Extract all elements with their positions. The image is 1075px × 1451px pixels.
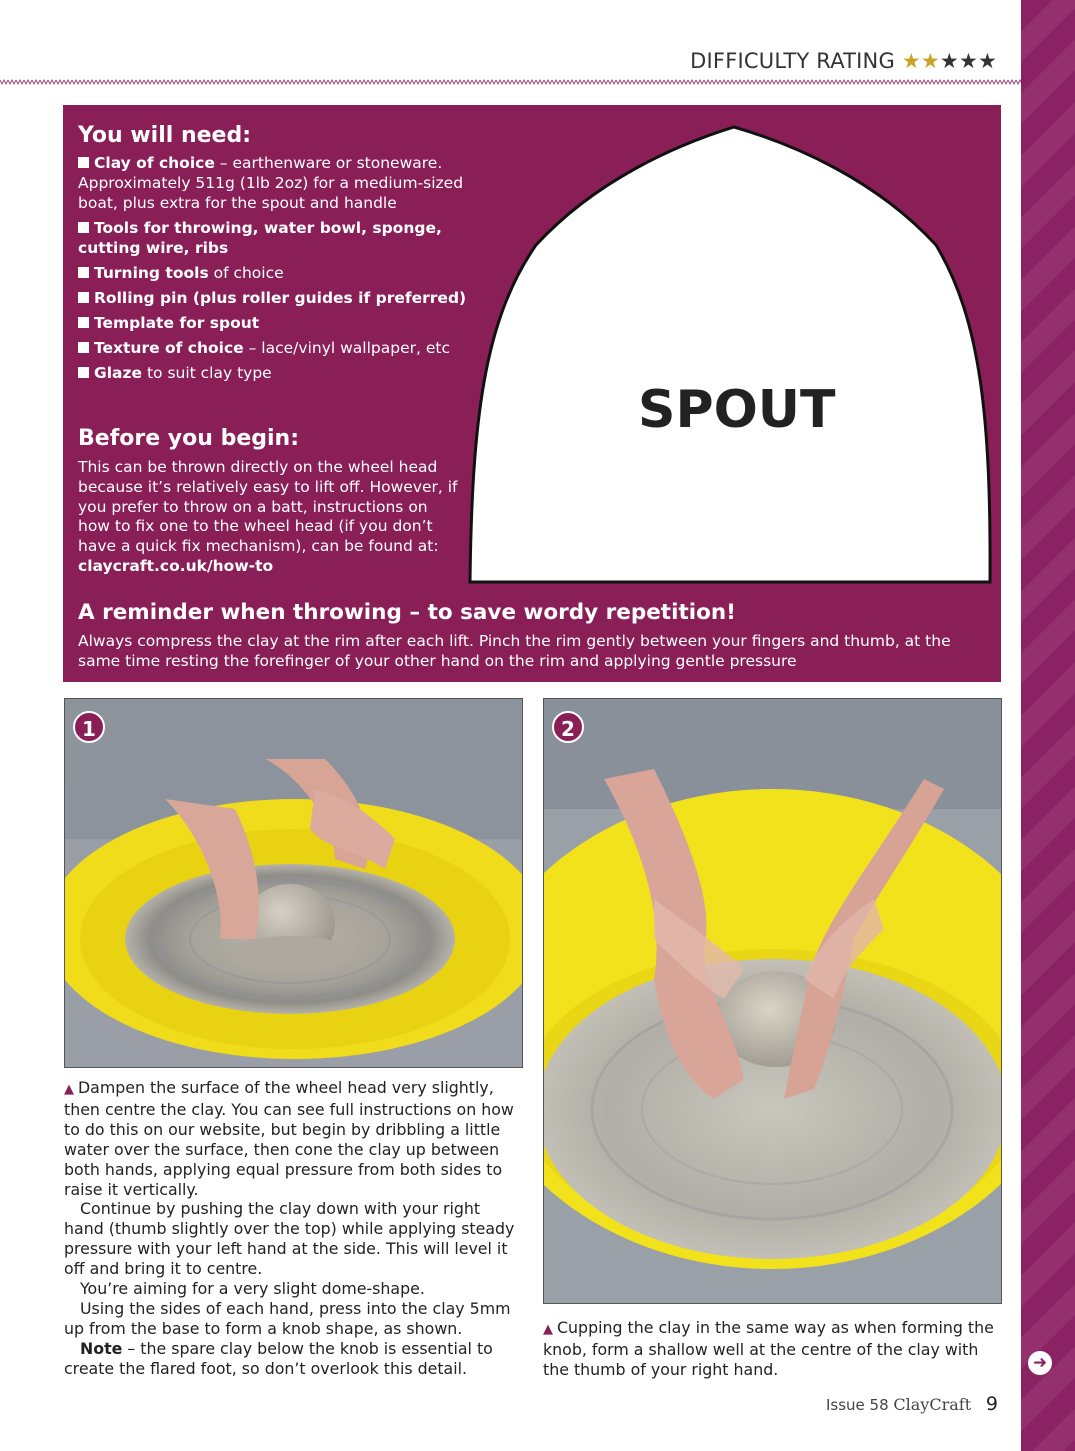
- step-2-paragraph: Cupping the clay in the same way as when forming the knob, form a shallow well at the centre of the clay with the thumb of your right hand.: [543, 1318, 994, 1379]
- note-label: Note: [80, 1338, 123, 1358]
- magazine-name: ClayCraft: [893, 1395, 972, 1414]
- materials-item-detail: – lace/vinyl wallpaper, etc: [243, 339, 450, 357]
- step-2-photo: [543, 698, 1002, 1304]
- note-text: – the spare clay below the knob is essential to create the flared foot, so don’t overlook this detail.: [64, 1338, 493, 1378]
- before-you-begin-body: This can be thrown directly on the wheel head because it’s relatively easy to lift off. However, if you prefer to throw on a batt, instructions on how to fix one to the wheel head (if you don’t have a quick fix mechanism), can be found at:: [78, 458, 458, 556]
- star-filled-icon: ★: [901, 49, 921, 73]
- bullet-square-icon: [78, 222, 89, 233]
- star-empty-icon: ★: [939, 49, 959, 73]
- materials-list-item: [78, 153, 473, 213]
- materials-list-item: [78, 218, 473, 258]
- difficulty-label: DIFFICULTY RATING: [690, 49, 895, 73]
- bullet-square-icon: [78, 342, 89, 353]
- difficulty-rating: [690, 49, 997, 73]
- star-filled-icon: ★: [920, 49, 940, 73]
- caption-arrow-icon: ▲: [543, 1322, 553, 1337]
- how-to-link[interactable]: claycraft.co.uk/how-to: [78, 556, 274, 575]
- materials-list: [78, 153, 473, 388]
- materials-item-name: Texture of choice: [94, 339, 244, 357]
- step-1-paragraph: Continue by pushing the clay down with your right hand (thumb slightly over the top) while applying steady pressure with your left hand at the side. This will level it off and bring it to centre.: [64, 1199, 515, 1279]
- materials-item-name: Clay of choice: [94, 154, 215, 172]
- bullet-square-icon: [78, 317, 89, 328]
- step-2-caption: [543, 1318, 1003, 1380]
- step-1-paragraph: Dampen the surface of the wheel head very slightly, then centre the clay. You can see full instructions on how to do this on our website, but begin by dribbling a little water over the surface, then cone the clay up between both hands, applying equal pressure from both sides to raise it vertically.: [64, 1078, 514, 1199]
- materials-item-detail: – earthenware or stoneware. Approximately 511g (1lb 2oz) for a medium-sized boat, plus extra for the spout and handle: [78, 154, 464, 212]
- materials-item-detail: to suit clay type: [142, 364, 272, 382]
- step-1-paragraph: Using the sides of each hand, press into the clay 5mm up from the base to form a knob shape, as shown.: [64, 1298, 511, 1338]
- bullet-square-icon: [78, 292, 89, 303]
- materials-list-item: [78, 313, 473, 333]
- info-panel: [63, 105, 1001, 682]
- caption-arrow-icon: ▲: [64, 1082, 74, 1097]
- step-1-caption: [64, 1078, 524, 1379]
- issue-number: Issue 58: [825, 1396, 889, 1414]
- materials-list-item: [78, 288, 473, 308]
- next-page-arrow-icon[interactable]: ➜: [1028, 1351, 1052, 1375]
- materials-item-name: Tools for throwing, water bowl, sponge, cutting wire, ribs: [78, 219, 442, 257]
- page-number: 9: [985, 1393, 998, 1415]
- step-2-badge: 2: [552, 711, 584, 743]
- materials-item-name: Rolling pin (plus roller guides if preferred): [94, 289, 467, 307]
- before-you-begin-title: Before you begin:: [78, 426, 299, 451]
- bullet-square-icon: [78, 157, 89, 168]
- materials-item-detail: of choice: [208, 264, 284, 282]
- you-will-need-title: You will need:: [78, 123, 252, 148]
- page-footer: [826, 1393, 998, 1415]
- zigzag-divider: [0, 77, 1021, 87]
- spout-template: [466, 120, 994, 588]
- side-decor-strip: [1021, 0, 1075, 1451]
- step-1-photo: [64, 698, 523, 1068]
- step-1-badge: 1: [73, 711, 105, 743]
- materials-item-name: Glaze: [94, 364, 143, 382]
- star-empty-icon: ★: [977, 49, 997, 73]
- materials-item-name: Turning tools: [94, 264, 209, 282]
- difficulty-stars: [902, 49, 997, 73]
- materials-list-item: [78, 263, 473, 283]
- bullet-square-icon: [78, 367, 89, 378]
- materials-item-name: Template for spout: [94, 314, 260, 332]
- before-you-begin-text: [78, 458, 463, 577]
- materials-list-item: [78, 363, 473, 383]
- bullet-square-icon: [78, 267, 89, 278]
- reminder-title: A reminder when throwing – to save wordy repetition!: [78, 600, 736, 625]
- reminder-text: Always compress the clay at the rim after each lift. Pinch the rim gently between your fingers and thumb, at the same time resting the forefinger of your other hand on the rim and applying gentle pressure: [78, 632, 951, 670]
- materials-list-item: [78, 338, 473, 358]
- spout-template-label: SPOUT: [638, 380, 836, 440]
- step-1-paragraph: You’re aiming for a very slight dome-shape.: [80, 1279, 425, 1299]
- star-empty-icon: ★: [958, 49, 978, 73]
